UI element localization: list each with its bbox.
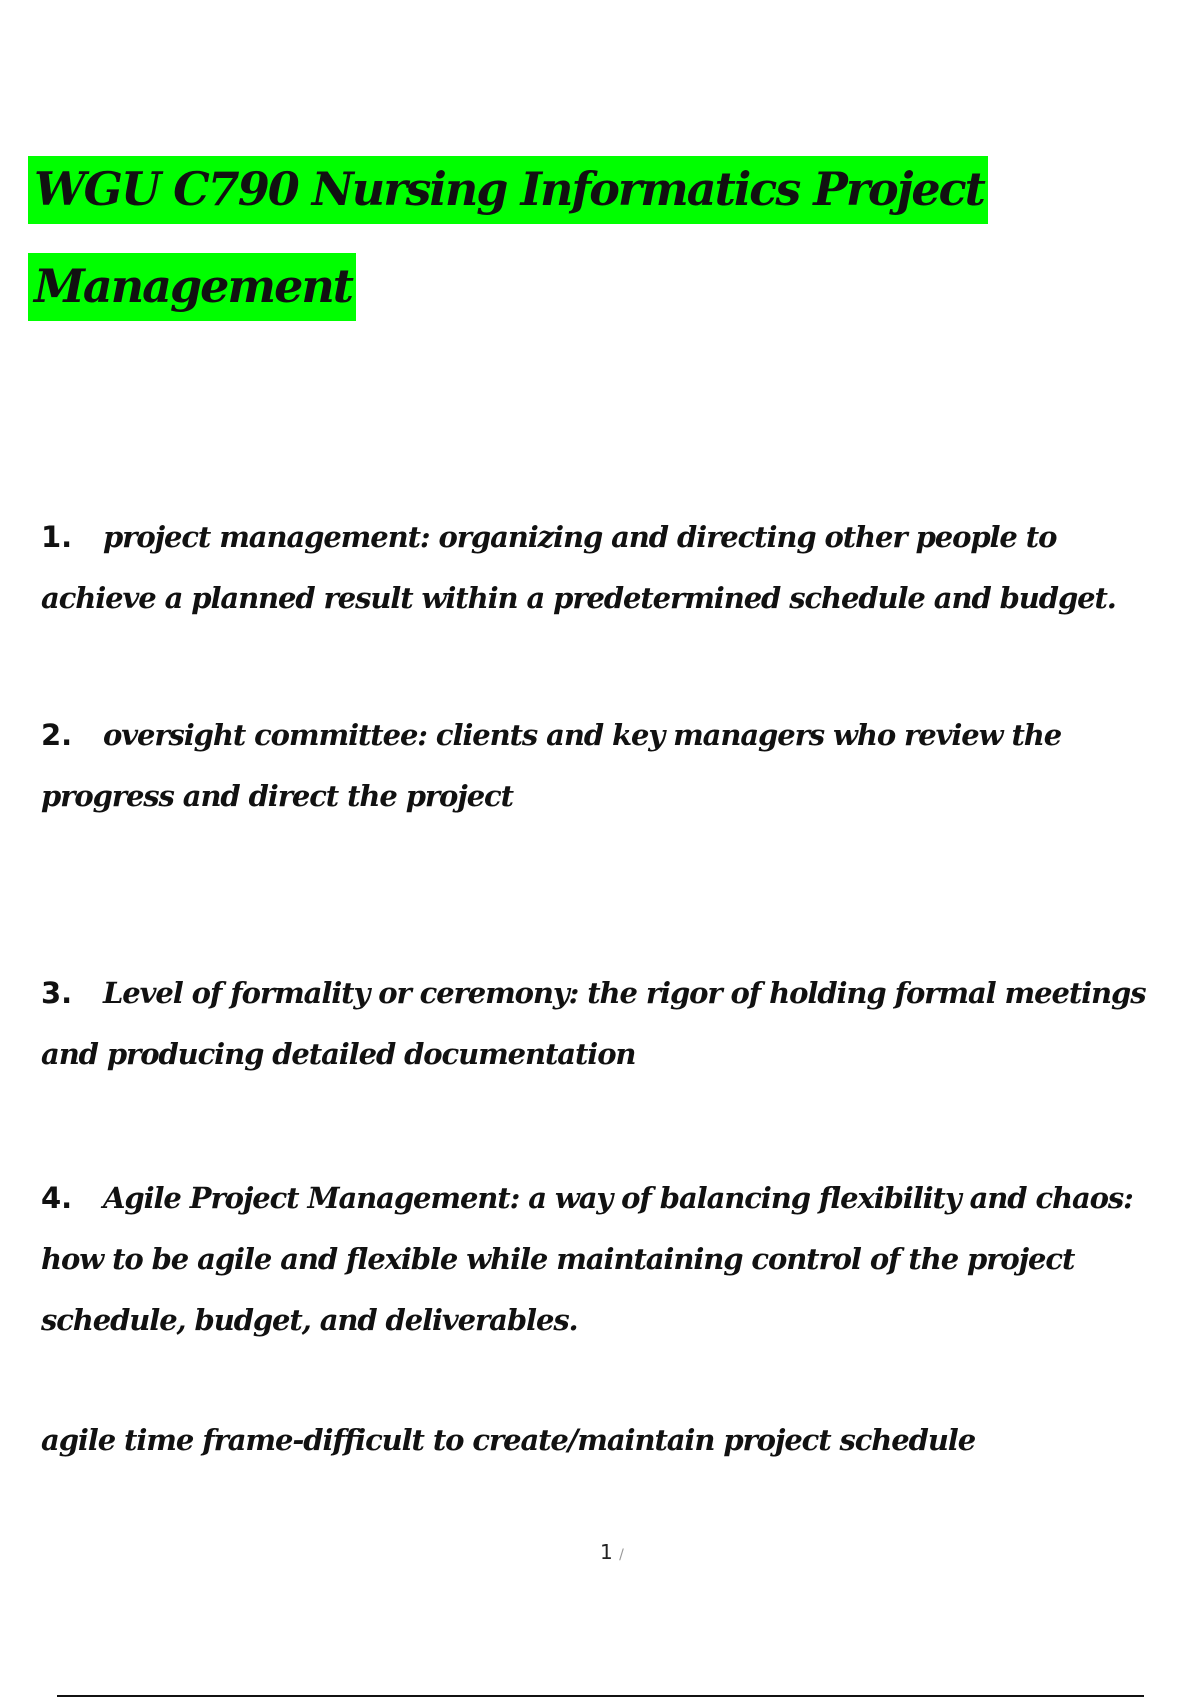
page-number <box>600 1540 624 1564</box>
entry-4 <box>41 1168 1171 1351</box>
entry-1 <box>41 507 1171 629</box>
page-number-value: 1 <box>600 1540 613 1564</box>
entry-number: 2. <box>41 718 73 752</box>
entry-number: 3. <box>41 976 73 1010</box>
entry-text: project management: organizing and directing other people to achieve a planned result within a predetermined schedule and budget. <box>41 520 1116 615</box>
document-title <box>28 141 1028 335</box>
entry-text: Agile Project Management: a way of balancing flexibility and chaos: how to be agile and flexible while maintaining control of the project schedule, budget, and deliverables. <box>41 1181 1133 1337</box>
entry-3 <box>41 963 1171 1085</box>
entry-number: 4. <box>41 1181 73 1215</box>
page-number-suffix: / <box>619 1547 624 1563</box>
title-line-1: WGU C790 Nursing Informatics Project <box>34 162 984 216</box>
title-line-2: Management <box>34 259 353 313</box>
entry-2 <box>41 705 1171 827</box>
entry-text: Level of formality or ceremony: the rigor of holding formal meetings and producing detailed documentation <box>41 976 1146 1071</box>
entry-number: 1. <box>41 520 73 554</box>
title-highlight <box>28 156 988 224</box>
entry-text: oversight committee: clients and key managers who review the progress and direct the project <box>41 718 1062 813</box>
footer-divider <box>57 1695 1144 1697</box>
title-highlight <box>28 253 356 321</box>
note-text: agile time frame-difficult to create/maintain project schedule <box>41 1423 976 1457</box>
